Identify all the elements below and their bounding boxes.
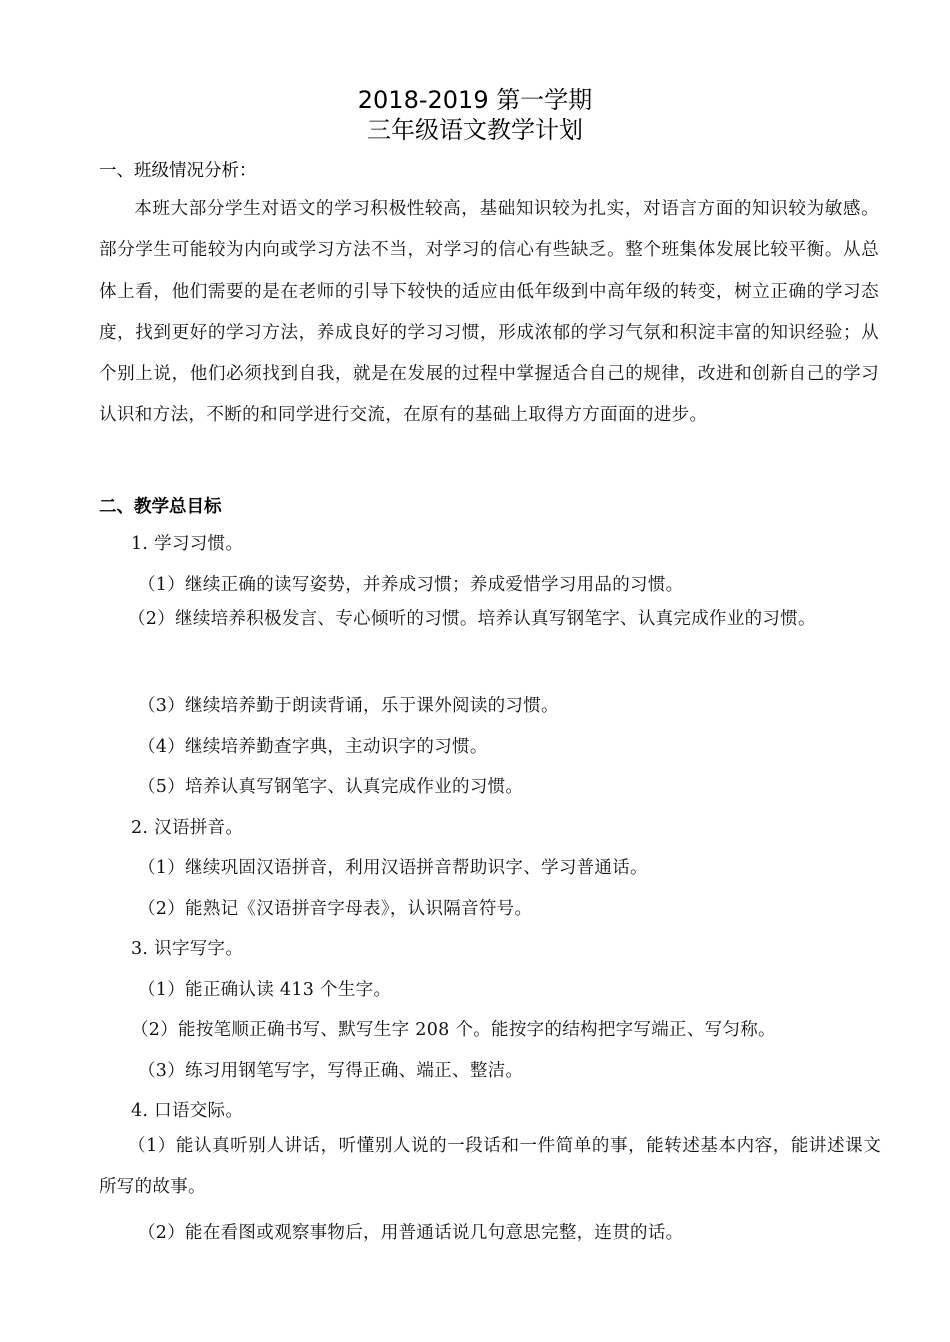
document-title-line2: 三年级语文教学计划 [367, 116, 583, 144]
goal3-title: 3. 识字写字。 [131, 939, 244, 959]
document-title-line1: 2018-2019 第一学期 [357, 86, 593, 114]
goal4-item1: （1）能认真听别人讲话，听懂别人说的一段话和一件简单的事，能转述基本内容，能讲述课文所写的故事。 [99, 1136, 881, 1197]
goal4-item2: （2）能在看图或观察事物后，用普通话说几句意思完整，连贯的话。 [138, 1223, 684, 1243]
goal1-item5: （5）培养认真写钢笔字、认真完成作业的习惯。 [138, 777, 524, 797]
goal2-item1: （1）继续巩固汉语拼音，利用汉语拼音帮助识字、学习普通话。 [138, 858, 648, 878]
goal4-title: 4. 口语交际。 [131, 1101, 244, 1121]
goal2-title: 2. 汉语拼音。 [131, 818, 244, 838]
section1-paragraph: 本班大部分学生对语文的学习积极性较高，基础知识较为扎实，对语言方面的知识较为敏感。部分学生可能较为内向或学习方法不当，对学习的信心有些缺乏。整个班集体发展比较平衡。从总体上看，他们需要的是在老师的引导下较快的适应由低年级到中高年级的转变，树立正确的学习态度，找到更好的学习方法，养成良好的学习习惯，形成浓郁的学习气氛和积淀丰富的知识经验；从个别上说，他们必须找到自我，就是在发展的过程中掌握适合自己的规律，改进和创新自己的学习认识和方法，不断的和同学进行交流，在原有的基础上取得方方面面的进步。 [99, 199, 879, 426]
goal3-item2: （2）能按笔顺正确书写、默写生字 208 个。能按字的结构把字写端正、写匀称。 [131, 1020, 776, 1040]
goal1-item4: （4）继续培养勤查字典，主动识字的习惯。 [138, 737, 488, 757]
goal1-item2: （2）继续培养积极发言、专心倾听的习惯。培养认真写钢笔字、认真完成作业的习惯。 [128, 609, 816, 629]
goal3-item3: （3）练习用钢笔写字，写得正确、端正、整洁。 [138, 1061, 524, 1081]
goal1-item3: （3）继续培养勤于朗读背诵，乐于课外阅读的习惯。 [138, 696, 559, 716]
goal3-item1: （1）能正确认读 413 个生字。 [138, 980, 392, 1000]
goal2-item2: （2）能熟记《汉语拼音字母表》，认识隔音符号。 [138, 899, 533, 919]
section2-heading: 二、教学总目标 [99, 497, 222, 517]
section1-heading: 一、班级情况分析： [99, 161, 257, 181]
goal1-title: 1. 学习习惯。 [131, 534, 244, 554]
goal1-item1: （1）继续正确的读写姿势，并养成习惯；养成爱惜学习用品的习惯。 [138, 575, 684, 595]
